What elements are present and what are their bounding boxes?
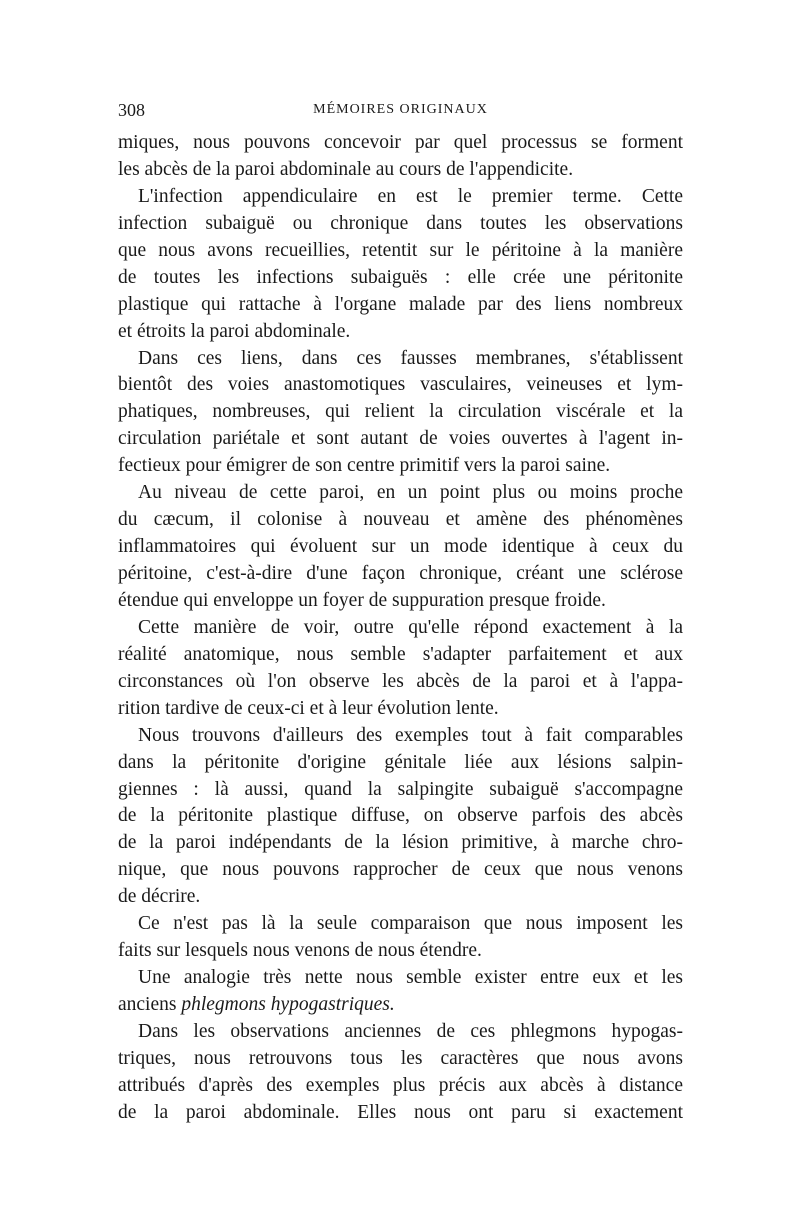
text-line-content: attribués d'après des exemples plus précis aux abcès à distance bbox=[118, 1074, 683, 1096]
text-line bbox=[118, 426, 683, 453]
text-line-content: fectieux pour émigrer de son centre primitif vers la paroi saine. bbox=[118, 455, 611, 477]
text-line-content: étendue qui enveloppe un foyer de suppuration presque froide. bbox=[118, 589, 606, 611]
text-line-content: miques, nous pouvons concevoir par quel processus se forment bbox=[118, 132, 683, 153]
text-line bbox=[118, 1046, 683, 1073]
text-line-content: que nous avons recueillies, retentit sur le péritoine à la manière bbox=[118, 239, 683, 261]
text-line-content: circonstances où l'on observe les abcès de la paroi et à l'appa- bbox=[118, 670, 683, 692]
text-line bbox=[118, 157, 683, 184]
page-number: 308 bbox=[118, 100, 145, 120]
text-line-content: réalité anatomique, nous semble s'adapter parfaitement et aux bbox=[118, 643, 683, 665]
text-line bbox=[118, 992, 683, 1019]
text-line-content: Nous trouvons d'ailleurs des exemples tout à fait comparables bbox=[138, 724, 683, 746]
text-line-content: les abcès de la paroi abdominale au cours de l'appendicite. bbox=[118, 158, 574, 180]
text-line bbox=[118, 803, 683, 830]
text-line-content: Cette manière de voir, outre qu'elle répond exactement à la bbox=[138, 616, 683, 638]
text-line-content: nique, que nous pouvons rapprocher de ceux que nous venons bbox=[118, 859, 683, 881]
text-line bbox=[118, 346, 683, 373]
text-line bbox=[118, 211, 683, 238]
text-line-content: plastique qui rattache à l'organe malade par des liens nombreux bbox=[118, 293, 683, 315]
text-line bbox=[118, 750, 683, 777]
text-line bbox=[118, 372, 683, 399]
text-line-content: de décrire. bbox=[118, 886, 201, 908]
text-line-content: et étroits la paroi abdominale. bbox=[118, 320, 351, 342]
text-line bbox=[118, 1073, 683, 1100]
text-line bbox=[118, 723, 683, 750]
text-line bbox=[118, 1019, 683, 1046]
text-line-content: rition tardive de ceux-ci et à leur évolution lente. bbox=[118, 697, 499, 719]
text-line bbox=[118, 588, 683, 615]
text-line-content: dans la péritonite d'origine génitale liée aux lésions salpin- bbox=[118, 751, 683, 773]
text-line bbox=[118, 965, 683, 992]
text-line-content: L'infection appendiculaire en est le premier terme. Cette bbox=[138, 185, 683, 207]
text-line-content: phatiques, nombreuses, qui relient la circulation viscérale et la bbox=[118, 401, 683, 423]
text-line bbox=[118, 830, 683, 857]
body-text bbox=[118, 130, 683, 1127]
running-title: MÉMOIRES ORIGINAUX bbox=[313, 102, 488, 117]
text-line bbox=[118, 534, 683, 561]
text-line bbox=[118, 399, 683, 426]
text-line bbox=[118, 130, 683, 157]
text-line bbox=[118, 938, 683, 965]
text-line bbox=[118, 911, 683, 938]
text-line bbox=[118, 1100, 683, 1127]
text-line bbox=[118, 777, 683, 804]
text-line bbox=[118, 319, 683, 346]
text-line-content: faits sur lesquels nous venons de nous étendre. bbox=[118, 940, 482, 962]
text-line bbox=[118, 480, 683, 507]
text-line bbox=[118, 184, 683, 211]
text-line-content: de la paroi indépendants de la lésion primitive, à marche chro- bbox=[118, 832, 683, 854]
text-line-content: triques, nous retrouvons tous les caractères que nous avons bbox=[118, 1047, 683, 1069]
text-line bbox=[118, 292, 683, 319]
text-line-content: du cæcum, il colonise à nouveau et amène des phénomènes bbox=[118, 509, 683, 531]
text-line-content: giennes : là aussi, quand la salpingite subaiguë s'accompagne bbox=[118, 778, 683, 800]
text-line bbox=[118, 615, 683, 642]
text-line-content: inflammatoires qui évoluent sur un mode identique à ceux du bbox=[118, 536, 683, 558]
text-line-content: circulation pariétale et sont autant de voies ouvertes à l'agent in- bbox=[118, 428, 683, 450]
text-line-content: Dans les observations anciennes de ces phlegmons hypogas- bbox=[138, 1020, 683, 1042]
text-line bbox=[118, 265, 683, 292]
text-line-content: de toutes les infections subaiguës : elle crée une péritonite bbox=[118, 266, 683, 288]
emphasized-text: phlegmons hypogastriques. bbox=[181, 994, 395, 1015]
text-line-content: infection subaiguë ou chronique dans toutes les observations bbox=[118, 212, 683, 234]
text-line-content: Au niveau de cette paroi, en un point plus ou moins proche bbox=[138, 482, 683, 504]
text-line-content: Dans ces liens, dans ces fausses membranes, s'établissent bbox=[138, 347, 683, 369]
text-line bbox=[118, 669, 683, 696]
text-line bbox=[118, 857, 683, 884]
text-line-content: Ce n'est pas là la seule comparaison que nous imposent les bbox=[138, 913, 683, 935]
text-line-content: bientôt des voies anastomotiques vasculaires, veineuses et lym- bbox=[118, 374, 683, 396]
text-line bbox=[118, 884, 683, 911]
page-header bbox=[118, 100, 683, 126]
text-line bbox=[118, 238, 683, 265]
text-line bbox=[118, 561, 683, 588]
text-line bbox=[118, 507, 683, 534]
text-line-content: Une analogie très nette nous semble exister entre eux et les bbox=[138, 967, 683, 989]
text-line bbox=[118, 642, 683, 669]
text-line-content: anciens bbox=[118, 994, 182, 1015]
text-line-content: péritoine, c'est-à-dire d'une façon chronique, créant une sclérose bbox=[118, 563, 683, 584]
text-line-content: de la paroi abdominale. Elles nous ont paru si exactement bbox=[118, 1101, 683, 1123]
text-line-content: de la péritonite plastique diffuse, on observe parfois des abcès bbox=[118, 805, 683, 827]
text-line bbox=[118, 696, 683, 723]
text-line bbox=[118, 453, 683, 480]
